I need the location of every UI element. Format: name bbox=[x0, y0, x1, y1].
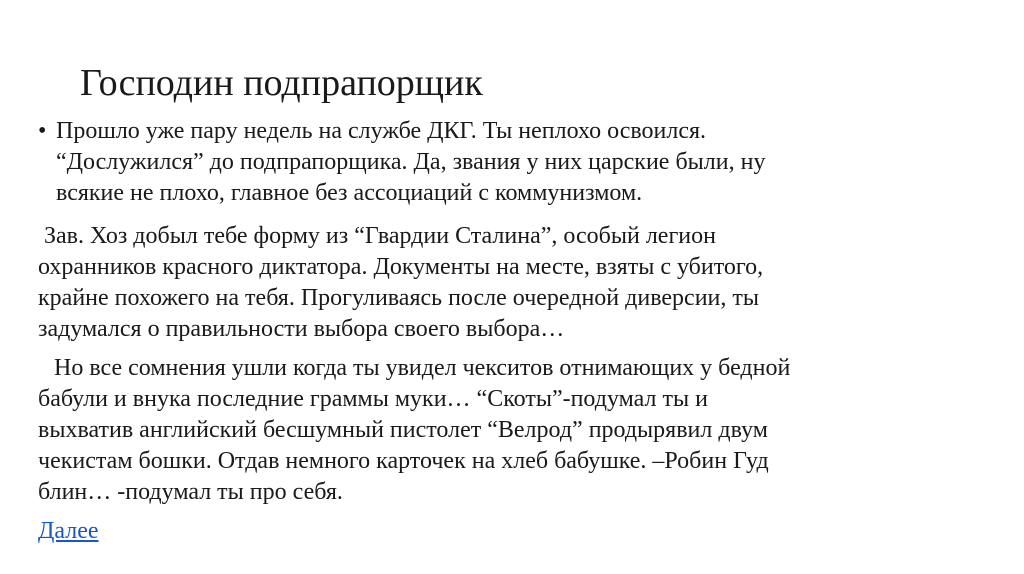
paragraph-line: бабули и внука последние граммы муки… “Скоты”-подумал ты и bbox=[38, 386, 708, 412]
bullet-paragraph bbox=[38, 116, 998, 209]
paragraph-line: чекистам бошки. Отдав немного карточек на хлеб бабушке. –Робин Гуд bbox=[38, 448, 769, 474]
bullet-icon: • bbox=[38, 118, 47, 144]
slide-content bbox=[38, 116, 998, 547]
paragraph-line: выхватив английский бесшумный пистолет “Велрод” продырявил двум bbox=[38, 417, 768, 443]
paragraph-line: Прошло уже пару недель на службе ДКГ. Ты неплохо освоился. bbox=[56, 118, 707, 144]
story-paragraph bbox=[38, 353, 998, 508]
bullet-text bbox=[56, 116, 998, 209]
paragraph-line: Зав. Хоз добыл тебе форму из “Гвардии Сталина”, особый легион bbox=[44, 223, 716, 249]
paragraph-line: всякие не плохо, главное без ассоциаций с коммунизмом. bbox=[56, 180, 643, 206]
paragraph-line: “Дослужился” до подпрапорщика. Да, звания у них царские были, ну bbox=[56, 149, 766, 175]
paragraph-line: охранников красного диктатора. Документы на месте, взяты с убитого, bbox=[38, 254, 764, 280]
story-paragraph bbox=[38, 221, 998, 345]
next-link[interactable]: Далее bbox=[38, 518, 99, 544]
paragraph-line: Но все сомнения ушли когда ты увидел чекситов отнимающих у бедной bbox=[54, 355, 791, 381]
paragraph-line: блин… -подумал ты про себя. bbox=[38, 479, 343, 505]
paragraph-line: задумался о правильности выбора своего выбора… bbox=[38, 316, 565, 342]
paragraph-line: крайне похожего на тебя. Прогуливаясь после очередной диверсии, ты bbox=[38, 285, 759, 311]
slide-title: Господин подпрапорщик bbox=[80, 62, 483, 104]
